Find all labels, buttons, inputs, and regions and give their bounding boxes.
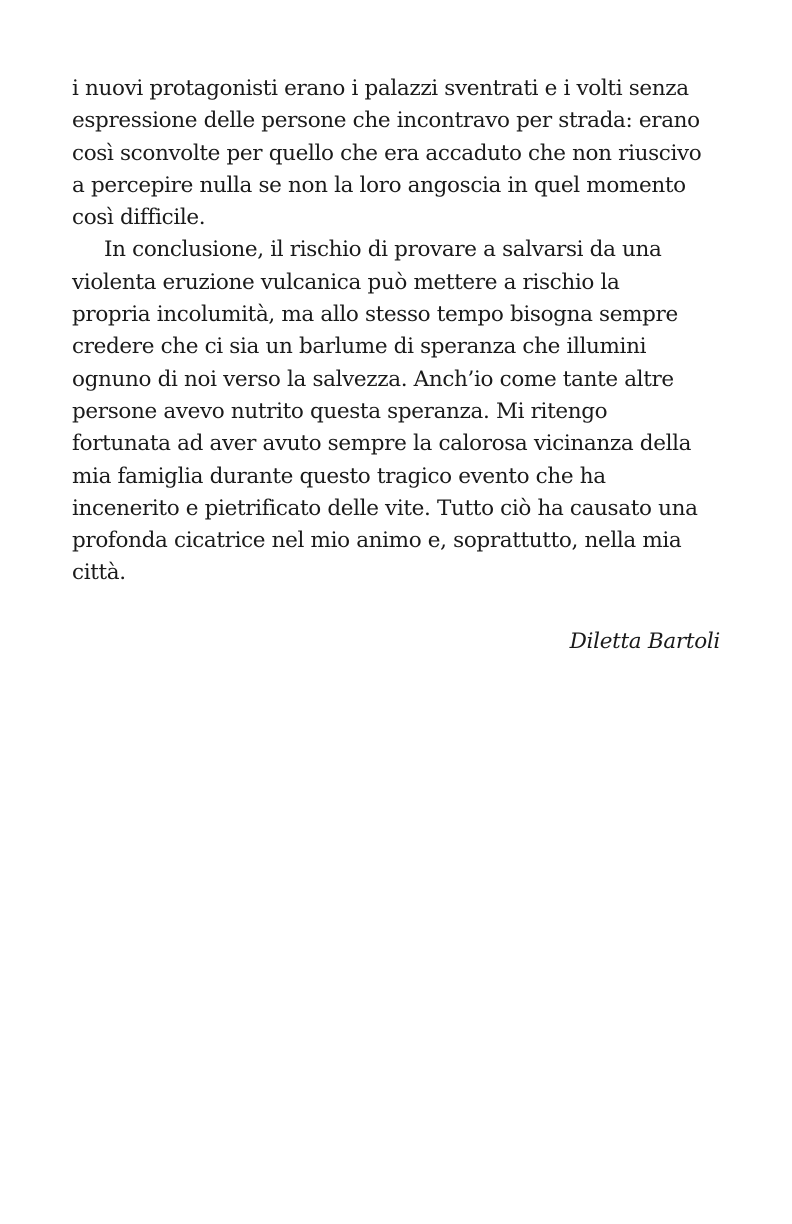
paragraph-conclusion bbox=[72, 234, 724, 589]
text-line: ognuno di noi verso la salvezza. Anch’io come tante altre bbox=[72, 366, 674, 392]
text-line: fortunata ad aver avuto sempre la calorosa vicinanza della bbox=[72, 431, 692, 457]
text-line: così difficile. bbox=[72, 205, 206, 231]
text-line: espressione delle persone che incontravo per strada: erano bbox=[72, 108, 700, 134]
document-page bbox=[72, 73, 724, 590]
text-line: città. bbox=[72, 560, 126, 586]
text-line: i nuovi protagonisti erano i palazzi sventrati e i volti senza bbox=[72, 76, 689, 101]
text-line: incenerito e pietrificato delle vite. Tutto ciò ha causato una bbox=[72, 495, 698, 521]
text-line: profonda cicatrice nel mio animo e, soprattutto, nella mia bbox=[72, 528, 682, 554]
text-line: a percepire nulla se non la loro angoscia in quel momento bbox=[72, 172, 686, 198]
text-line: violenta eruzione vulcanica può mettere a rischio la bbox=[72, 269, 620, 295]
text-line: persone avevo nutrito questa speranza. Mi ritengo bbox=[72, 398, 608, 424]
text-line: così sconvolte per quello che era accaduto che non riuscivo bbox=[72, 140, 702, 166]
text-line: In conclusione, il rischio di provare a salvarsi da una bbox=[104, 237, 662, 263]
text-line: credere che ci sia un barlume di speranza che illumini bbox=[72, 334, 647, 360]
text-line: propria incolumità, ma allo stesso tempo bisogna sempre bbox=[72, 302, 678, 328]
author-signature: Diletta Bartoli bbox=[569, 629, 720, 654]
paragraph-continuation bbox=[72, 73, 724, 234]
text-line: mia famiglia durante questo tragico evento che ha bbox=[72, 463, 606, 489]
